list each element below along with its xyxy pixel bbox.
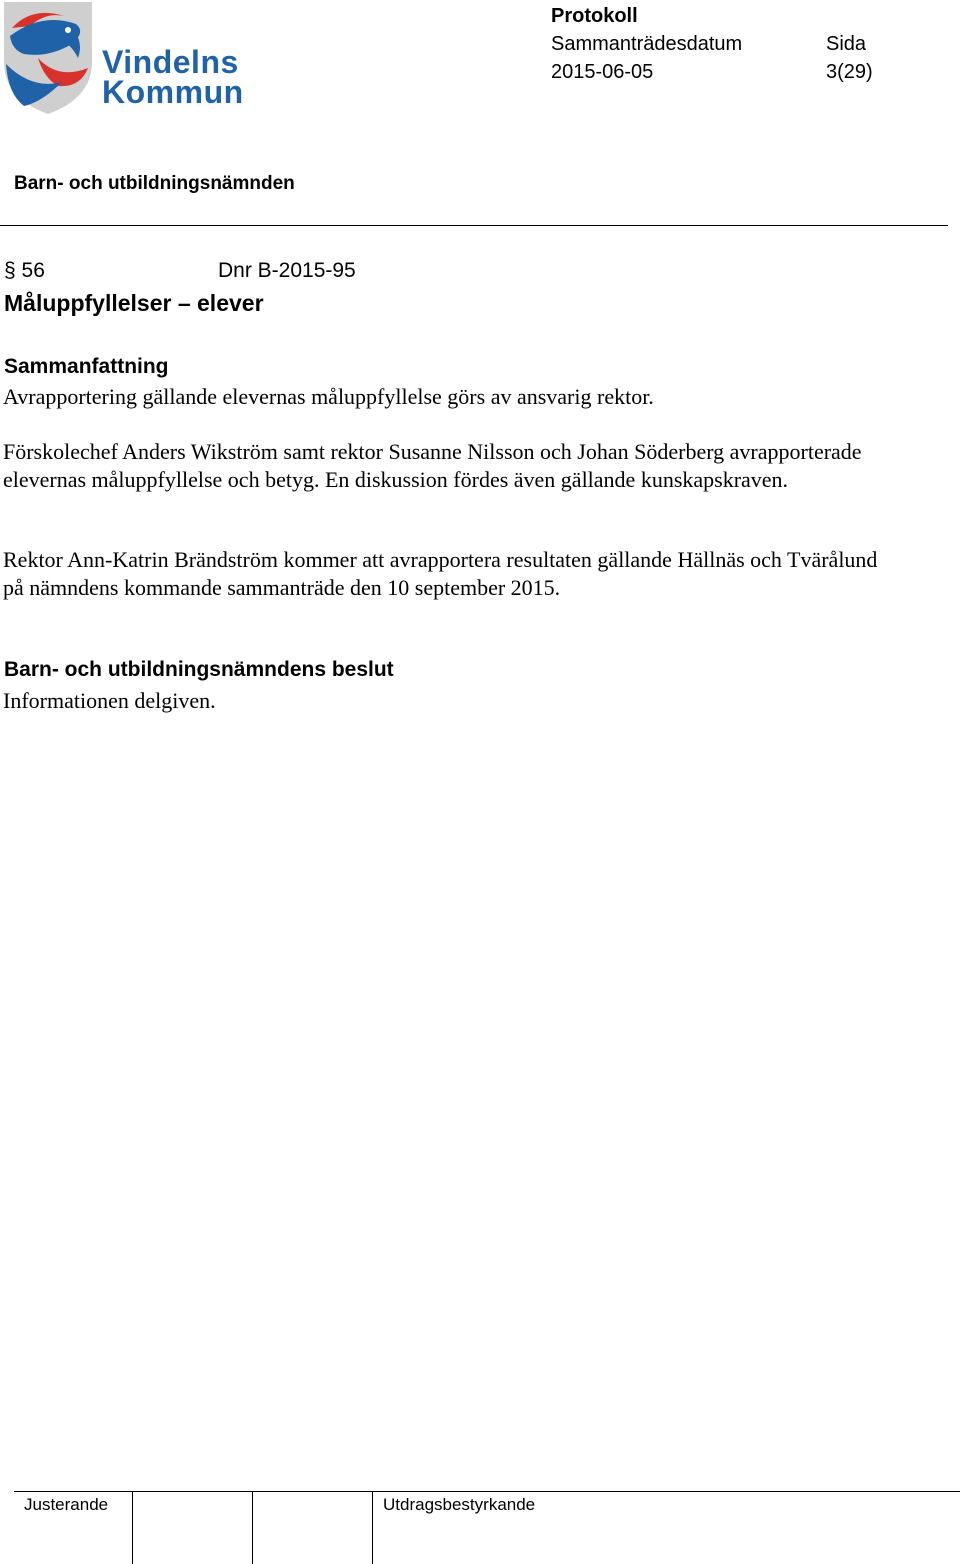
signature-box-divider <box>372 1491 373 1564</box>
document-type: Protokoll <box>551 5 638 27</box>
utdragsbestyrkande-label: Utdragsbestyrkande <box>383 1495 536 1514</box>
summary-heading: Sammanfattning <box>4 355 169 378</box>
section-number: § 56 <box>4 259 45 282</box>
case-number: Dnr B-2015-95 <box>218 259 356 282</box>
fish-emblem-icon <box>2 2 98 114</box>
item-title: Måluppfyllelser – elever <box>4 290 264 316</box>
header-divider <box>0 225 948 226</box>
logo-text-vindelns: Vindelns <box>102 44 239 80</box>
meeting-date-label: Sammanträdesdatum <box>551 33 743 55</box>
committee-name: Barn- och utbildningsnämnden <box>14 173 295 194</box>
justerande-label: Justerande <box>24 1495 109 1514</box>
summary-paragraph: Rektor Ann-Katrin Brändström kommer att avrapportera resultaten gällande Hällnäs och Tvärålund på nämndens kommande sammanträde den 10 september 2015. <box>3 547 878 600</box>
summary-paragraph: Avrapportering gällande elevernas måluppfyllelse görs av ansvarig rektor. <box>3 384 654 409</box>
page-number: 3(29) <box>826 61 873 83</box>
page-label: Sida <box>826 33 867 55</box>
summary-paragraph: Förskolechef Anders Wikström samt rektor Susanne Nilsson och Johan Söderberg avrapporterade elevernas måluppfyllelse och betyg. En diskussion fördes även gällande kunskapskraven. <box>3 439 862 492</box>
municipality-logo <box>2 2 242 114</box>
footer-divider <box>14 1491 960 1492</box>
signature-box-divider <box>132 1491 133 1564</box>
logo-text-kommun: Kommun <box>102 74 244 110</box>
decision-heading: Barn- och utbildningsnämndens beslut <box>4 658 394 681</box>
signature-box-divider <box>252 1491 253 1564</box>
decision-text: Informationen delgiven. <box>3 688 216 713</box>
meeting-date-value: 2015-06-05 <box>551 61 654 83</box>
